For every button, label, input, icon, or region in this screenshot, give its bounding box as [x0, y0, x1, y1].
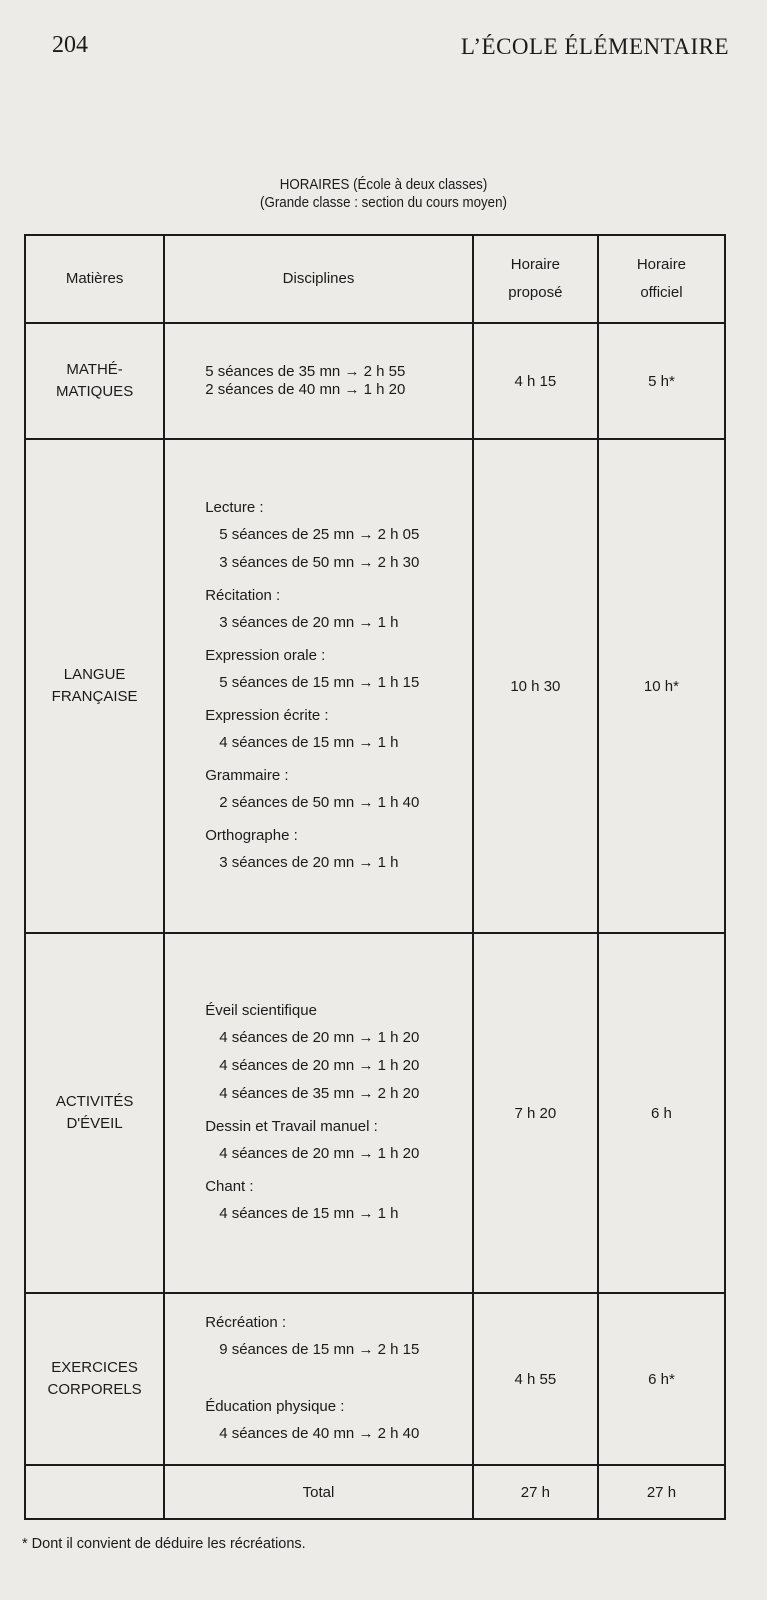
table-row [25, 323, 725, 439]
discipline-line: 4 séances de 15 mn → 1 h [219, 734, 399, 751]
table-row [25, 439, 725, 933]
discipline-line: 3 séances de 20 mn → 1 h [219, 614, 399, 631]
discipline-group [205, 1310, 472, 1364]
horaire-officiel-cell: 10 h* [598, 439, 725, 933]
disciplines-cell [164, 1293, 473, 1465]
discipline-line: 2 séances de 50 mn → 1 h 40 [219, 794, 420, 811]
matiere-line: CORPORELS [47, 1381, 142, 1398]
horaire-propose-cell: 4 h 55 [473, 1293, 598, 1465]
disciplines-cell [164, 323, 473, 439]
discipline-title: Éveil scientifique [205, 1002, 317, 1019]
matiere-line: LANGUE [63, 666, 126, 683]
disciplines-cell [164, 439, 473, 933]
discipline-line: 5 séances de 25 mn → 2 h 05 [219, 526, 420, 543]
discipline-title: Expression écrite : [205, 707, 329, 724]
running-title: L’ÉCOLE ÉLÉMENTAIRE [460, 34, 729, 59]
discipline-title: Dessin et Travail manuel : [205, 1118, 378, 1135]
discipline-group [205, 998, 472, 1108]
discipline-group [205, 1174, 472, 1228]
discipline-title: Grammaire : [205, 767, 289, 784]
horaire-propose-cell: 4 h 15 [473, 323, 598, 439]
table-row [25, 933, 725, 1293]
header-officiel-line-2: officiel [640, 284, 683, 301]
discipline-title: Récréation : [205, 1314, 287, 1331]
discipline-title: Orthographe : [205, 827, 298, 844]
matiere-cell [25, 933, 164, 1293]
discipline-line: 5 séances de 15 mn → 1 h 15 [219, 674, 420, 691]
total-label: Total [164, 1465, 473, 1519]
total-empty-cell [25, 1465, 164, 1519]
table-caption [0, 176, 767, 212]
discipline-group [205, 1114, 472, 1168]
discipline-title: Expression orale : [205, 647, 326, 664]
discipline-line: 4 séances de 20 mn → 1 h 20 [219, 1145, 420, 1162]
header-horaire-officiel [598, 235, 725, 323]
discipline-group [205, 823, 472, 877]
total-officiel-cell: 27 h [598, 1465, 725, 1519]
discipline-line: 4 séances de 15 mn → 1 h [219, 1205, 399, 1222]
page-number: 204 [52, 32, 88, 58]
matiere-line: D'ÉVEIL [66, 1115, 123, 1132]
discipline-title: Récitation : [205, 587, 281, 604]
header-matieres: Matières [25, 235, 164, 323]
discipline-group [205, 495, 472, 577]
header-propose-line-2: proposé [508, 284, 563, 301]
matiere-cell [25, 439, 164, 933]
discipline-title: Lecture : [205, 499, 264, 516]
horaire-officiel-cell: 5 h* [598, 323, 725, 439]
discipline-group [205, 763, 472, 817]
discipline-line: 2 séances de 40 mn → 1 h 20 [205, 381, 406, 398]
horaire-propose-cell: 10 h 30 [473, 439, 598, 933]
discipline-line: 4 séances de 20 mn → 1 h 20 [219, 1029, 420, 1046]
matiere-line: FRANÇAISE [51, 688, 138, 705]
matiere-line: MATHÉ- [66, 361, 123, 378]
matiere-cell [25, 323, 164, 439]
header-horaire-propose [473, 235, 598, 323]
table-header-row [25, 235, 725, 323]
discipline-title: Chant : [205, 1178, 254, 1195]
discipline-line: 3 séances de 20 mn → 1 h [219, 854, 399, 871]
discipline-group [205, 643, 472, 697]
total-row [25, 1465, 725, 1519]
footnote: * Dont il convient de déduire les récréations. [22, 1536, 306, 1552]
discipline-line: 3 séances de 50 mn → 2 h 30 [219, 554, 420, 571]
discipline-line: 4 séances de 20 mn → 1 h 20 [219, 1057, 420, 1074]
discipline-line: 9 séances de 15 mn → 2 h 15 [219, 1341, 420, 1358]
discipline-line: 5 séances de 35 mn → 2 h 55 [205, 363, 406, 380]
horaire-propose-cell: 7 h 20 [473, 933, 598, 1293]
discipline-group [205, 703, 472, 757]
matiere-line: ACTIVITÉS [55, 1093, 134, 1110]
horaire-officiel-cell: 6 h [598, 933, 725, 1293]
horaire-officiel-cell: 6 h* [598, 1293, 725, 1465]
header-officiel-line-1: Horaire [636, 256, 687, 273]
schedule-table [24, 234, 726, 1520]
header-disciplines: Disciplines [164, 235, 473, 323]
disciplines-cell [164, 933, 473, 1293]
caption-line-1: HORAIRES (École à deux classes) [279, 177, 488, 193]
caption-line-2: (Grande classe : section du cours moyen) [260, 195, 507, 211]
header-propose-line-1: Horaire [510, 256, 560, 273]
matiere-cell [25, 1293, 164, 1465]
matiere-line: MATIQUES [55, 383, 134, 400]
total-propose-cell: 27 h [473, 1465, 598, 1519]
discipline-line: 4 séances de 40 mn → 2 h 40 [219, 1425, 420, 1442]
discipline-line: 4 séances de 35 mn → 2 h 20 [219, 1085, 420, 1102]
discipline-group [205, 583, 472, 637]
discipline-title: Éducation physique : [205, 1398, 345, 1415]
matiere-line: EXERCICES [51, 1359, 138, 1376]
discipline-group [205, 1394, 472, 1448]
table-row [25, 1293, 725, 1465]
